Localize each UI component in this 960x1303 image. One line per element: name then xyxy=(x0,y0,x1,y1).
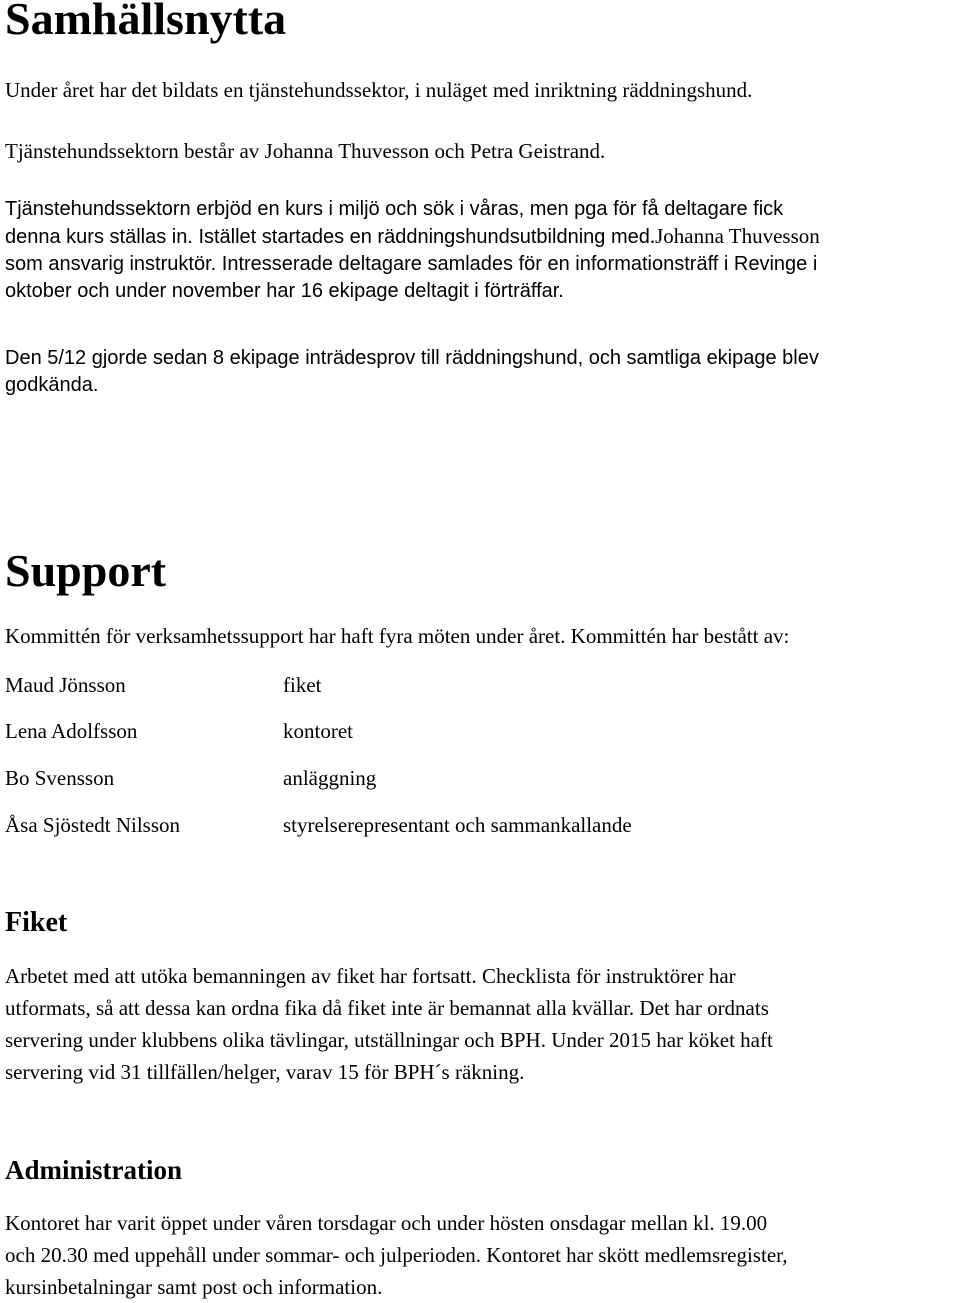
entrance-test-line-2: godkända. xyxy=(5,374,99,396)
administration-line-3: kursinbetalningar samt post och information. xyxy=(5,1275,383,1299)
course-info-line-2-name: .Johanna Thuvesson xyxy=(649,224,820,248)
section-title-administration: Administration xyxy=(5,1155,183,1185)
section-title-samhallsnytta: Samhällsnytta xyxy=(5,0,287,44)
paragraph-fiket xyxy=(5,960,773,1088)
fiket-line-1: Arbetet med att utöka bemanningen av fiket har fortsatt. Checklista för instruktörer har xyxy=(5,964,736,988)
fiket-line-4: servering vid 31 tillfällen/helger, varav 15 för BPH´s räkning. xyxy=(5,1060,525,1084)
administration-line-1: Kontoret har varit öppet under våren torsdagar och under hösten onsdagar mellan kl. 19.00 xyxy=(5,1211,768,1235)
course-info-line-2-text: denna kurs ställas in. Istället startades en räddningshundsutbildning med xyxy=(5,226,650,248)
course-info-line-1: Tjänstehundssektorn erbjöd en kurs i miljö och sök i våras, men pga för få deltagare fick xyxy=(5,198,784,220)
administration-line-2: och 20.30 med uppehåll under sommar- och julperioden. Kontoret har skött medlemsregister, xyxy=(5,1243,788,1267)
entrance-test-line-1: Den 5/12 gjorde sedan 8 ekipage inträdesprov till räddningshund, och samtliga ekipage blev xyxy=(5,347,819,369)
member-role: fiket xyxy=(283,673,322,697)
paragraph-administration xyxy=(5,1207,788,1303)
member-row xyxy=(5,763,905,793)
course-info-line-4: oktober och under november har 16 ekipage deltagit i förträffar. xyxy=(5,280,564,302)
member-role: anläggning xyxy=(283,766,377,790)
member-role: kontoret xyxy=(283,719,353,743)
course-info-line-3-b: Intresserade deltagare samlades för en informationsträff i Revinge i xyxy=(221,253,818,275)
fiket-line-2: utformats, så att dessa kan ordna fika då fiket inte är bemannat alla kvällar. Det har ordnats xyxy=(5,996,769,1020)
member-row xyxy=(5,670,905,700)
paragraph-support-intro: Kommittén för verksamhetssupport har haft fyra möten under året. Kommittén har bestått av: xyxy=(5,624,790,648)
member-name: Bo Svensson xyxy=(5,766,115,790)
section-title-fiket: Fiket xyxy=(5,907,68,938)
course-info-line-2 xyxy=(5,223,820,251)
fiket-line-3: servering under klubbens olika tävlingar, utställningar och BPH. Under 2015 har köket haft xyxy=(5,1028,773,1052)
course-info-line-3 xyxy=(5,251,820,278)
paragraph-course-info xyxy=(5,196,820,305)
course-info-line-3-a: som ansvarig instruktör. xyxy=(5,253,217,275)
member-row xyxy=(5,716,905,746)
member-name: Åsa Sjöstedt Nilsson xyxy=(5,813,181,837)
paragraph-entrance-test xyxy=(5,345,819,399)
member-row xyxy=(5,810,905,840)
member-name: Maud Jönsson xyxy=(5,673,126,697)
section-title-support: Support xyxy=(5,545,167,596)
paragraph-sector-members: Tjänstehundssektorn består av Johanna Thuvesson och Petra Geistrand. xyxy=(5,139,606,163)
paragraph-sector-formed: Under året har det bildats en tjänstehundssektor, i nuläget med inriktning räddningshund. xyxy=(5,78,753,102)
member-name: Lena Adolfsson xyxy=(5,719,138,743)
member-role: styrelserepresentant och sammankallande xyxy=(283,813,632,837)
